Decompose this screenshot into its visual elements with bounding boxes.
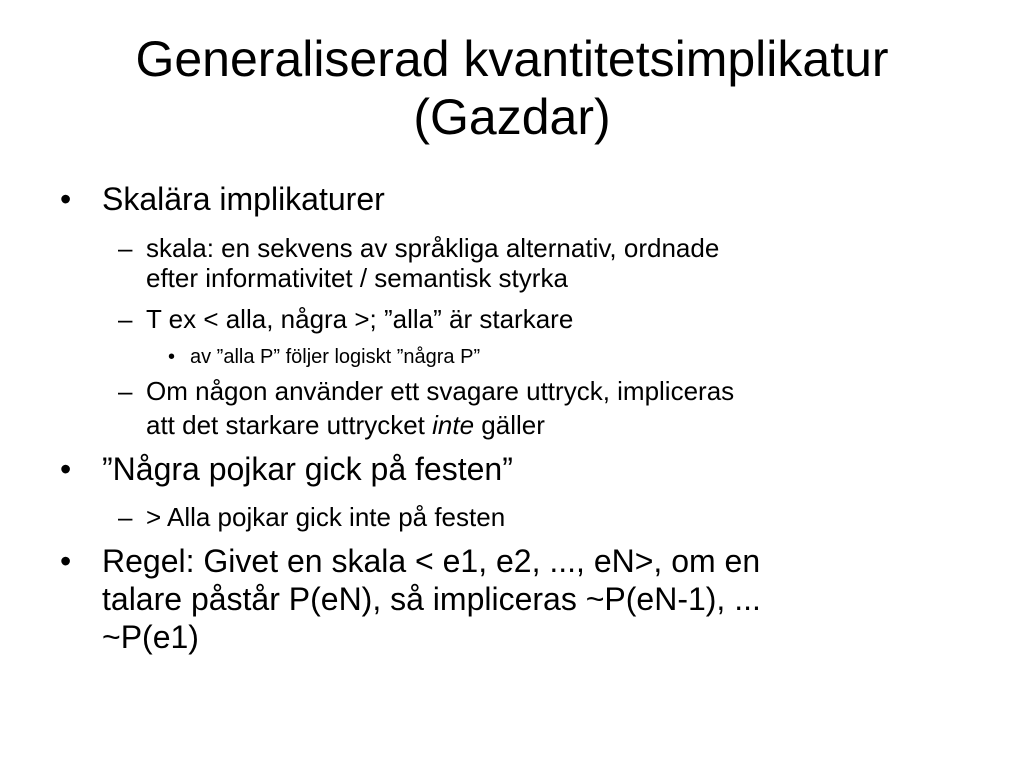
bullet-dash-icon: – (118, 304, 133, 334)
bullet-dot-icon: • (60, 451, 72, 487)
bullet-dot-icon: • (60, 543, 72, 579)
list-item-text-line-1: Regel: Givet en skala < e1, e2, ..., eN>, om en (102, 543, 761, 579)
list-item-text-line-2 (146, 410, 545, 440)
list-item-text-pre: att det starkare uttrycket (146, 410, 433, 440)
list-item-text: ”Några pojkar gick på festen” (102, 451, 513, 487)
list-item-text: av ”alla P” följer logiskt ”några P” (190, 346, 481, 368)
list-item-text-post: gäller (474, 410, 545, 440)
list-item-text-line-2: talare påstår P(eN), så impliceras ~P(eN-1), ... (102, 581, 761, 617)
bullet-dash-icon: – (118, 233, 133, 263)
bullet-dash-icon: – (118, 376, 133, 406)
slide-title-line-1: Generaliserad kvantitetsimplikatur (135, 31, 889, 87)
slide-title-line-2: (Gazdar) (413, 89, 611, 145)
list-item-text-line-2: efter informativitet / semantisk styrka (146, 263, 568, 293)
list-item-text: T ex < alla, några >; ”alla” är starkare (146, 304, 574, 334)
bullet-dash-icon: – (118, 502, 133, 532)
bullet-dot-icon: • (168, 346, 176, 368)
slide-title (40, 30, 984, 146)
list-item-text-emphasis: inte (432, 410, 475, 440)
list-item-text-line-3: ~P(e1) (102, 619, 199, 655)
bullet-dot-icon: • (60, 181, 72, 217)
list-item-text: > Alla pojkar gick inte på festen (146, 502, 506, 532)
list-item-text-line-1: Om någon använder ett svagare uttryck, impliceras (146, 376, 735, 406)
list-item-text: Skalära implikaturer (102, 181, 385, 217)
list-item-text-line-1: skala: en sekvens av språkliga alternativ, ordnade (146, 233, 720, 263)
